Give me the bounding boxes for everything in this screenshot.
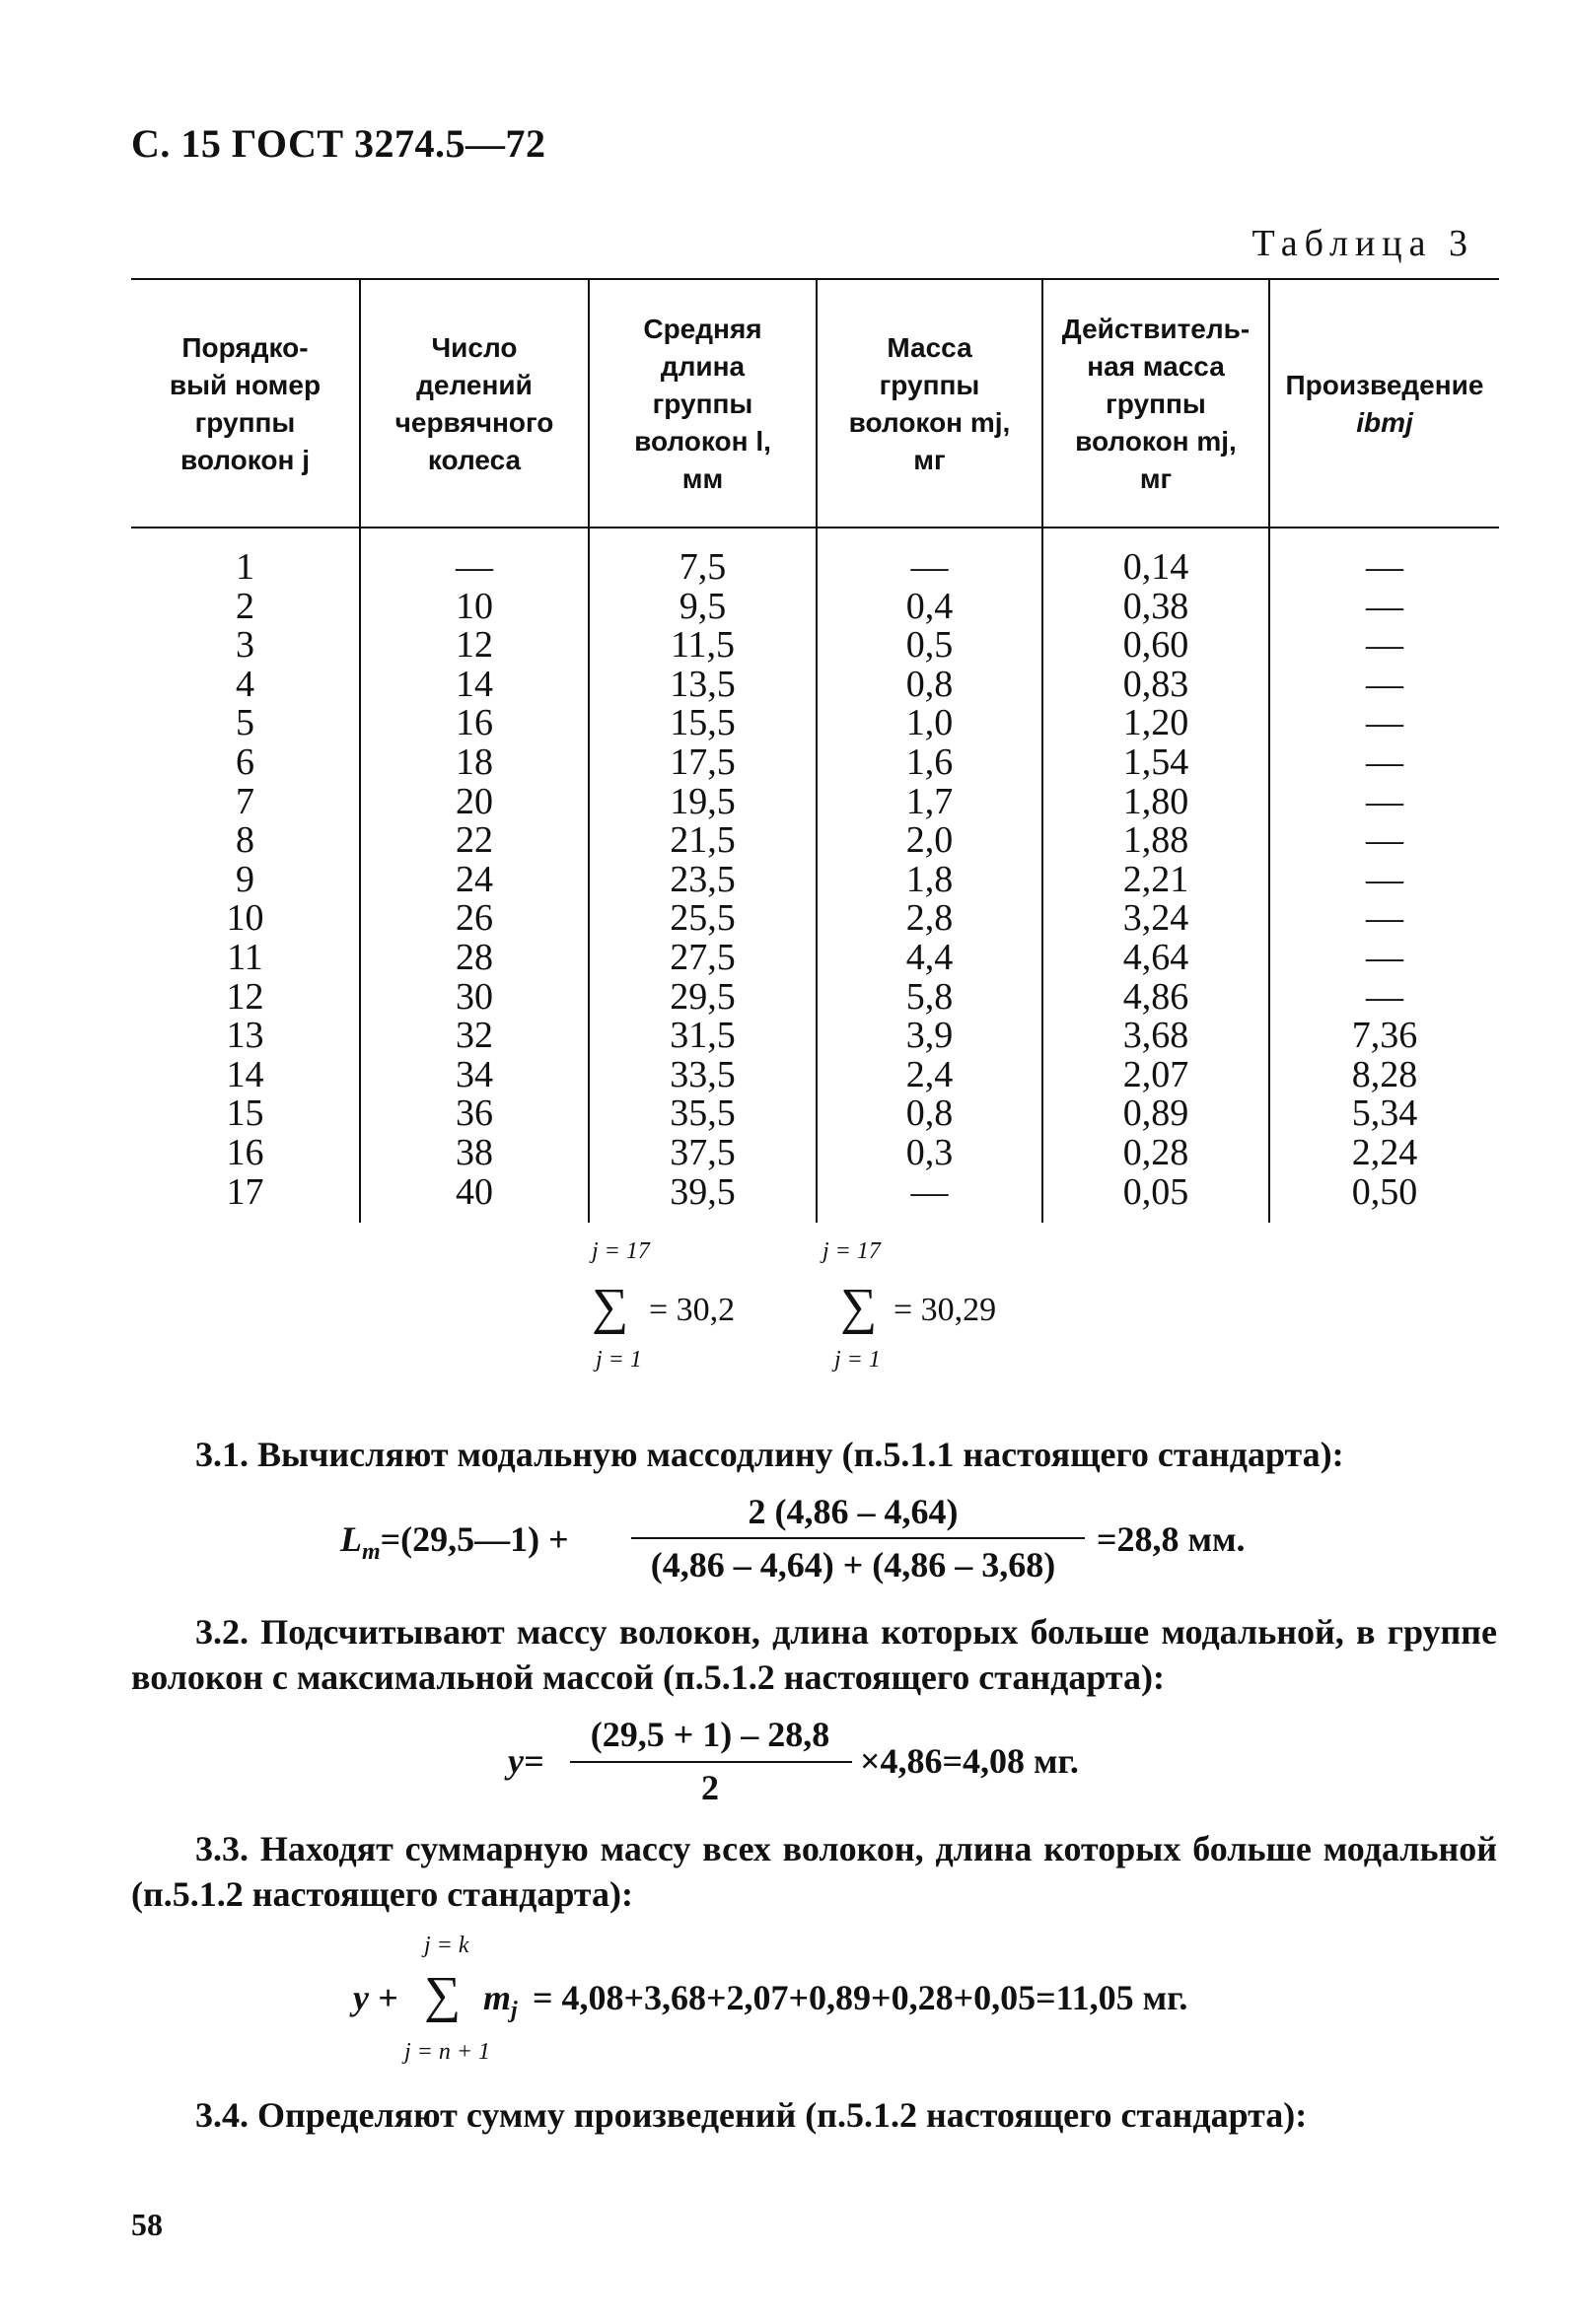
table-cell: 8 xyxy=(236,819,254,862)
formula-3-2-fraction-bar xyxy=(570,1761,852,1763)
table-cell: 10 xyxy=(226,897,264,940)
table-cell: — xyxy=(1366,819,1403,862)
table-cell: — xyxy=(910,546,949,588)
table-cell: 9,5 xyxy=(679,585,727,627)
table-cell: — xyxy=(1366,897,1403,940)
table-cell: 29,5 xyxy=(670,975,736,1018)
paragraph-3-4: 3.4. Определяют сумму произведений (п.5.1.2 настоящего стандарта): xyxy=(195,2095,1308,2135)
table-cell: 30 xyxy=(456,975,493,1018)
table-cell: 1,0 xyxy=(905,702,954,744)
table-cell: — xyxy=(1366,585,1403,627)
table-cell: 0,38 xyxy=(1122,585,1189,627)
document-header: С. 15 ГОСТ 3274.5—72 xyxy=(131,121,546,166)
column-header-divisions: Число делений червячного колеса xyxy=(394,332,554,475)
table-cell: 33,5 xyxy=(670,1053,736,1095)
table-cell: — xyxy=(1366,740,1403,783)
table-cell: 35,5 xyxy=(670,1092,736,1135)
formula-3-3-lhs: y + xyxy=(353,1978,398,2017)
table-cell: 2,8 xyxy=(905,897,954,940)
formula-3-3-lower-limit: j = n + 1 xyxy=(404,2039,491,2065)
table-cell: 1,88 xyxy=(1122,819,1189,862)
table-cell: 0,3 xyxy=(905,1131,954,1173)
table-cell: 11,5 xyxy=(670,624,736,667)
sum1-lower-limit: j = 1 xyxy=(596,1347,642,1373)
table-cell: 2,0 xyxy=(905,819,954,862)
table-cell: — xyxy=(1366,702,1403,744)
table-cell: 38 xyxy=(456,1131,493,1173)
table-cell: 7 xyxy=(236,780,254,822)
sum1-value: = 30,2 xyxy=(649,1292,736,1328)
table-cell: 36 xyxy=(456,1092,493,1135)
table-cell: — xyxy=(1366,663,1403,705)
table-cell: 5 xyxy=(236,702,254,744)
column-header-group-number: Порядко- вый номер группы волокон j xyxy=(169,332,322,475)
table-cell: 16 xyxy=(456,702,493,744)
table-cell: 2,24 xyxy=(1351,1131,1418,1173)
table-cell: 40 xyxy=(456,1170,493,1213)
column-mass xyxy=(818,548,1041,1212)
table-cell: — xyxy=(910,1170,949,1213)
table-cell: 0,4 xyxy=(905,585,954,627)
table-cell: 3,68 xyxy=(1122,1015,1189,1057)
column-header-mass: Масса группы волокон mj, мг xyxy=(848,332,1011,475)
table-cell: 28 xyxy=(456,936,493,978)
table-cell: 34 xyxy=(456,1053,493,1095)
table-cell: 31,5 xyxy=(670,1015,736,1057)
table-cell: 0,8 xyxy=(905,663,954,705)
table-cell: 0,50 xyxy=(1351,1170,1418,1213)
table-cell: 0,28 xyxy=(1122,1131,1189,1173)
table-cell: 13 xyxy=(226,1015,264,1057)
table-cell: 13,5 xyxy=(670,663,736,705)
table-cell: — xyxy=(1366,780,1403,822)
table-cell: 17,5 xyxy=(670,740,736,783)
sum2-lower-limit: j = 1 xyxy=(834,1347,881,1373)
table-cell: — xyxy=(456,546,493,588)
column-product xyxy=(1270,548,1499,1212)
table-cell: 5,8 xyxy=(905,975,954,1018)
column-group-number xyxy=(131,548,359,1212)
table-cell: 0,14 xyxy=(1122,546,1189,588)
table-cell: 19,5 xyxy=(670,780,736,822)
table-cell: 14 xyxy=(226,1053,264,1095)
paragraph-3-1: 3.1. Вычисляют модальную массодлину (п.5.1.1 настоящего стандарта): xyxy=(195,1435,1344,1474)
table-cell: 25,5 xyxy=(670,897,736,940)
table-cell: 26 xyxy=(456,897,493,940)
table-cell: 17 xyxy=(226,1170,264,1213)
formula-3-2-lhs: y= xyxy=(508,1741,544,1781)
table-cell: 16 xyxy=(226,1131,264,1173)
table-cell: 1 xyxy=(236,546,254,588)
table-cell: 11 xyxy=(227,936,263,978)
formula-3-1-denominator: (4,86 – 4,64) + (4,86 – 3,68) xyxy=(650,1545,1056,1585)
table-cell: — xyxy=(1366,624,1403,667)
table-cell: 14 xyxy=(456,663,493,705)
table-cell: 12 xyxy=(456,624,493,667)
column-actual-mass xyxy=(1043,548,1268,1212)
table-cell: 37,5 xyxy=(670,1131,736,1173)
table-cell: 2,4 xyxy=(905,1053,954,1095)
table-cell: 21,5 xyxy=(670,819,736,862)
table-cell: 15,5 xyxy=(670,702,736,744)
table-cell: 9 xyxy=(236,858,254,900)
paragraph-3-2: 3.2. Подсчитывают массу волокон, длина которых больше модальной, в группе волокон с максимальной массой (п.5.1.2 настоящего стандарта): xyxy=(131,1612,1497,1697)
table-title: Таблица 3 xyxy=(1251,223,1474,264)
table-cell: 4,86 xyxy=(1122,975,1189,1018)
table-cell: 3 xyxy=(236,624,254,667)
column-header-actual-mass: Действитель- ная масса группы волокон mj, мг xyxy=(1061,314,1251,494)
formula-3-1-fraction-bar xyxy=(631,1537,1085,1539)
table-cell: 24 xyxy=(456,858,493,900)
table-cell: 5,34 xyxy=(1351,1092,1418,1135)
table-cell: 8,28 xyxy=(1351,1053,1418,1095)
column-header-product: Произведение ibmj xyxy=(1285,370,1484,438)
sum2-value: = 30,29 xyxy=(894,1292,997,1328)
table-cell: 39,5 xyxy=(670,1170,736,1213)
formula-3-3-sigma-symbol: ∑ xyxy=(424,1967,462,2023)
table-cell: — xyxy=(1366,546,1403,588)
table-cell: 4,4 xyxy=(905,936,954,978)
table-cell: 32 xyxy=(456,1015,493,1057)
table-cell: 0,5 xyxy=(905,624,954,667)
formula-3-3-upper-limit: j = k xyxy=(424,1933,469,1958)
table-cell: — xyxy=(1366,936,1403,978)
table-cell: — xyxy=(1366,858,1403,900)
table-cell: 1,8 xyxy=(905,858,954,900)
table-cell: 27,5 xyxy=(670,936,736,978)
table-cell: 3,9 xyxy=(905,1015,954,1057)
table-cell: 15 xyxy=(226,1092,264,1135)
table-cell: 0,05 xyxy=(1122,1170,1189,1213)
table-cell: 1,6 xyxy=(905,740,954,783)
formula-3-1-numerator: 2 (4,86 – 4,64) xyxy=(748,1492,959,1531)
table-cell: 0,8 xyxy=(905,1092,954,1135)
table-cell: 7,36 xyxy=(1351,1015,1418,1057)
table-cell: 2,21 xyxy=(1122,858,1189,900)
table-cell: 6 xyxy=(236,740,254,783)
sum2-upper-limit: j = 17 xyxy=(822,1238,881,1264)
table-cell: — xyxy=(1366,975,1403,1018)
table-cell: 20 xyxy=(456,780,493,822)
formula-3-2-denominator: 2 xyxy=(701,1768,719,1807)
table-cell: 1,54 xyxy=(1122,740,1189,783)
table-cell: 1,80 xyxy=(1122,780,1189,822)
table-cell: 0,83 xyxy=(1122,663,1189,705)
table-cell: 7,5 xyxy=(679,546,727,588)
column-mean-length xyxy=(590,548,816,1212)
table-cell: 10 xyxy=(456,585,493,627)
formula-3-3-result: = 4,08+3,68+2,07+0,89+0,28+0,05=11,05 мг. xyxy=(533,1978,1188,2017)
table-cell: 22 xyxy=(456,819,493,862)
table-cell: 1,7 xyxy=(905,780,954,822)
page-number: 58 xyxy=(131,2207,163,2242)
table-cell: 0,60 xyxy=(1122,624,1189,667)
table-cell: 3,24 xyxy=(1122,897,1189,940)
table-cell: 4,64 xyxy=(1122,936,1189,978)
table-cell: 2,07 xyxy=(1122,1053,1189,1095)
table-cell: 18 xyxy=(456,740,493,783)
table-cell: 0,89 xyxy=(1122,1092,1189,1135)
table-cell: 1,20 xyxy=(1122,702,1189,744)
table-cell: 2 xyxy=(236,585,254,627)
sum1-sigma-symbol: ∑ xyxy=(592,1279,629,1335)
table-cell: 4 xyxy=(236,663,254,705)
formula-3-2-numerator: (29,5 + 1) – 28,8 xyxy=(590,1715,830,1754)
column-header-mean-length: Средняя длина группы волокон l, мм xyxy=(634,314,771,494)
table-cell: 23,5 xyxy=(670,858,736,900)
paragraph-3-3: 3.3. Находят суммарную массу всех волокон, длина которых больше модальной (п.5.1.2 настоящего стандарта): xyxy=(131,1829,1497,1914)
sum1-upper-limit: j = 17 xyxy=(592,1238,650,1264)
table-cell: 12 xyxy=(226,975,264,1018)
formula-3-2-result: ×4,86=4,08 мг. xyxy=(860,1741,1079,1781)
sum2-sigma-symbol: ∑ xyxy=(840,1279,878,1335)
column-divisions xyxy=(361,548,588,1212)
formula-3-3-term: $m_j$ xyxy=(483,1978,518,2024)
formula-3-1-lhs: $L_m=(29,5—1)$ + xyxy=(340,1519,569,1566)
formula-3-1-result: =28,8 мм. xyxy=(1097,1519,1246,1559)
